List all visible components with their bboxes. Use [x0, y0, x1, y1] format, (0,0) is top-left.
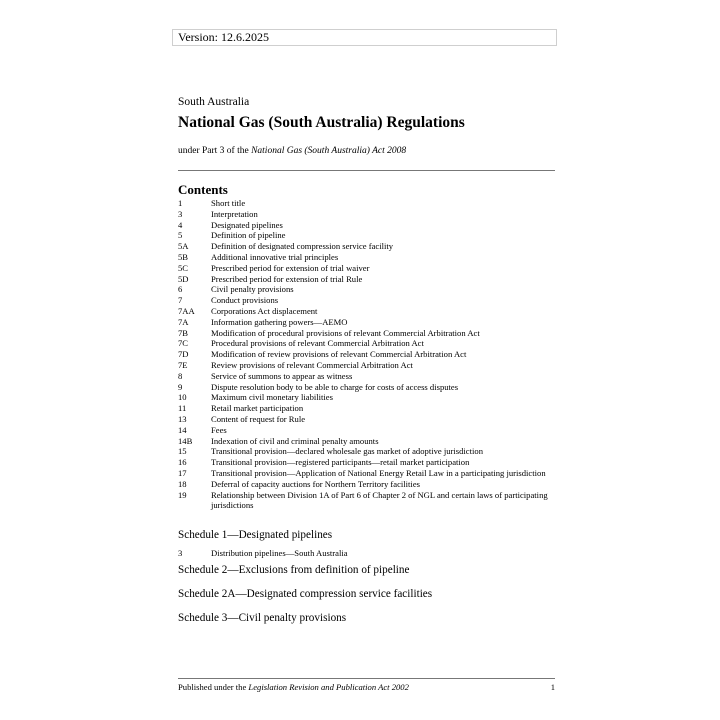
contents-item[interactable] — [178, 414, 558, 425]
contents-item[interactable] — [178, 371, 558, 382]
contents-item[interactable] — [178, 220, 558, 231]
contents-item-number: 13 — [178, 413, 187, 424]
contents-item-label: Fees — [211, 424, 227, 435]
contents-item[interactable] — [178, 284, 558, 295]
footer-divider — [178, 678, 555, 679]
contents-item-number: 14 — [178, 424, 187, 435]
contents-item-label: Review provisions of relevant Commercial Arbitration Act — [211, 359, 413, 370]
contents-item[interactable] — [178, 306, 558, 317]
footer-text — [178, 682, 409, 692]
page-title: National Gas (South Australia) Regulations — [178, 114, 465, 131]
contents-item[interactable] — [178, 403, 558, 414]
contents-item-number: 6 — [178, 284, 183, 295]
contents-item-number: 8 — [178, 370, 183, 381]
contents-item[interactable] — [178, 425, 558, 436]
schedule-3-heading[interactable]: Schedule 3—Civil penalty provisions — [178, 612, 347, 624]
contents-item-label: Transitional provision—Application of National Energy Retail Law in a participating jurisdiction — [211, 467, 546, 478]
contents-item-label: Transitional provision—registered participants—retail market participation — [211, 457, 470, 468]
contents-item[interactable] — [178, 263, 558, 274]
contents-item-label: Interpretation — [211, 208, 258, 219]
contents-item-number: 9 — [178, 381, 183, 392]
contents-item[interactable] — [178, 317, 558, 328]
contents-item-label: Procedural provisions of relevant Commercial Arbitration Act — [211, 338, 424, 349]
contents-item-label: Dispute resolution body to be able to charge for costs of access disputes — [211, 381, 459, 392]
contents-item-label: Relationship between Division 1A of Part 6 of Chapter 2 of NGL and certain laws of participating jurisdictions — [211, 489, 548, 511]
contents-item-number: 5A — [178, 241, 189, 252]
contents-item-label: Definition of pipeline — [211, 230, 286, 241]
contents-item[interactable] — [178, 479, 558, 490]
divider — [178, 170, 555, 171]
contents-item[interactable] — [178, 392, 558, 403]
contents-item-number: 7AA — [178, 305, 195, 316]
contents-item-label: Additional innovative trial principles — [211, 251, 339, 262]
contents-item-number: 7D — [178, 349, 189, 360]
contents-item[interactable] — [178, 446, 558, 457]
contents-item[interactable] — [178, 349, 558, 360]
footer-prefix: Published under the — [178, 682, 249, 692]
jurisdiction: South Australia — [178, 96, 250, 108]
contents-item-number: 10 — [178, 392, 187, 403]
contents-item[interactable] — [178, 360, 558, 371]
contents-item-label: Modification of review provisions of relevant Commercial Arbitration Act — [211, 349, 467, 360]
schedule-item-label: Distribution pipelines—South Australia — [211, 548, 348, 558]
contents-item-number: 5D — [178, 273, 189, 284]
contents-item-label: Service of summons to appear as witness — [211, 370, 353, 381]
contents-item[interactable] — [178, 252, 558, 263]
contents-item-label: Corporations Act displacement — [211, 305, 318, 316]
contents-item-label: Content of request for Rule — [211, 413, 306, 424]
contents-item[interactable] — [178, 490, 558, 512]
contents-item-number: 15 — [178, 446, 187, 457]
contents-item-number: 7A — [178, 316, 189, 327]
schedule-item-number: 3 — [178, 548, 183, 558]
contents-item-number: 7B — [178, 327, 189, 338]
contents-list — [178, 198, 558, 511]
contents-item-number: 19 — [178, 489, 187, 500]
contents-item[interactable] — [178, 198, 558, 209]
page-number: 1 — [550, 682, 555, 692]
contents-item[interactable] — [178, 382, 558, 393]
contents-item-number: 5B — [178, 251, 189, 262]
contents-item-label: Retail market participation — [211, 403, 304, 414]
contents-item-label: Deferral of capacity auctions for Northern Territory facilities — [211, 478, 420, 489]
contents-item-number: 14B — [178, 435, 193, 446]
contents-item[interactable] — [178, 328, 558, 339]
contents-item[interactable] — [178, 338, 558, 349]
contents-item-label: Definition of designated compression service facility — [211, 241, 394, 252]
contents-item-label: Conduct provisions — [211, 295, 279, 306]
contents-item-label: Civil penalty provisions — [211, 284, 294, 295]
contents-item-number: 1 — [178, 198, 183, 208]
schedule-2-heading[interactable]: Schedule 2—Exclusions from definition of pipeline — [178, 564, 410, 576]
footer-act-name: Legislation Revision and Publication Act 2002 — [248, 682, 409, 692]
contents-item-number: 5C — [178, 262, 189, 273]
version-box — [172, 29, 557, 46]
contents-item-label: Prescribed period for extension of trial Rule — [211, 273, 363, 284]
contents-item-label: Modification of procedural provisions of relevant Commercial Arbitration Act — [211, 327, 480, 338]
contents-item[interactable] — [178, 274, 558, 285]
contents-item-number: 16 — [178, 457, 187, 468]
contents-item-label: Transitional provision—declared wholesale gas market of adoptive jurisdiction — [211, 446, 483, 457]
contents-item[interactable] — [178, 209, 558, 220]
enabling-act-name[interactable]: National Gas (South Australia) Act 2008 — [251, 146, 407, 156]
contents-item-number: 5 — [178, 230, 183, 241]
contents-item[interactable] — [178, 436, 558, 447]
contents-item-number: 3 — [178, 208, 183, 219]
contents-item-label: Information gathering powers—AEMO — [211, 316, 348, 327]
contents-item-number: 11 — [178, 403, 187, 414]
contents-item-number: 17 — [178, 467, 187, 478]
schedule-1-item[interactable] — [178, 548, 558, 558]
contents-item[interactable] — [178, 230, 558, 241]
contents-item-label: Short title — [211, 198, 246, 208]
schedule-2a-heading[interactable]: Schedule 2A—Designated compression service facilities — [178, 588, 433, 600]
contents-item-label: Maximum civil monetary liabilities — [211, 392, 333, 403]
enabling-act-prefix: under Part 3 of the — [178, 146, 252, 156]
contents-item[interactable] — [178, 457, 558, 468]
contents-item-label: Designated pipelines — [211, 219, 283, 230]
contents-item-number: 4 — [178, 219, 183, 230]
contents-item-label: Indexation of civil and criminal penalty amounts — [211, 435, 379, 446]
contents-item-number: 7E — [178, 359, 188, 370]
contents-item-number: 7C — [178, 338, 189, 349]
footer — [178, 682, 555, 692]
contents-heading: Contents — [178, 182, 228, 197]
contents-item[interactable] — [178, 295, 558, 306]
contents-item[interactable] — [178, 468, 558, 479]
version-label: Version: 12.6.2025 — [178, 30, 269, 44]
contents-item-number: 18 — [178, 478, 187, 489]
enabling-act-line — [178, 146, 406, 156]
schedule-1-heading[interactable]: Schedule 1—Designated pipelines — [178, 529, 333, 541]
contents-item-number: 7 — [178, 295, 183, 306]
contents-item[interactable] — [178, 241, 558, 252]
contents-item-label: Prescribed period for extension of trial waiver — [211, 262, 370, 273]
